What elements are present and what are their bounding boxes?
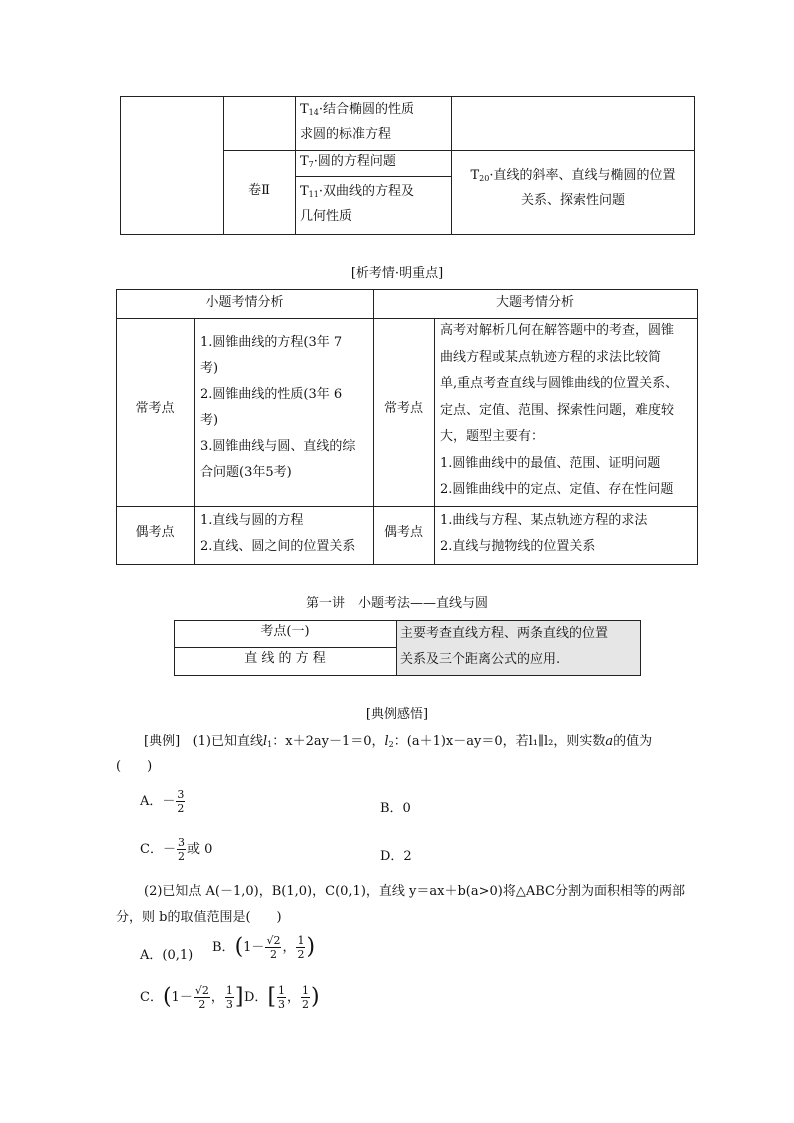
t11-cell: $T_{11}\cdot$双曲线的方程及 几何性质 [300, 184, 414, 224]
q2-option-b: B．(1－ $\frac{√2}{2}$ ， $\frac{1}{2}$ ) [212, 934, 316, 961]
big-question-header: 大题考情分析 [495, 295, 574, 310]
q2-option-d: D．[ $\frac{1}{3}$ ， $\frac{1}{2}$ ) [244, 984, 320, 1011]
question-1-paren: ( ) [116, 759, 153, 774]
occasional-points-right-list: 1.曲线与方程、某点轨迹方程的求法 2.直线与抛物线的位置关系 [440, 513, 648, 554]
q1-option-d: D．2 [380, 849, 412, 864]
small-question-header: 小题考情分析 [205, 295, 284, 310]
q1-option-a: A．－ $\frac{3}{2}$ [140, 788, 185, 815]
topic-number: 考点(一) [260, 624, 310, 639]
t14-cell: $T_{14}\cdot$结合椭圆的性质 求圆的标准方程 [300, 102, 414, 142]
common-points-right-list: 高考对解析几何在解答题中的考查，圆锥 曲线方程或某点轨迹方程的求法比较简 单,重点考查直线与圆锥曲线的位置关系、 定点、定值、范围、探索性问题，难度较 大，题型主要有： 1.圆锥曲线中的最值、范围、证明问题 2.圆锥曲线中的定点、定值、存在性问题 [440, 323, 679, 497]
topic-name: 直 线 的 方 程 [244, 651, 326, 666]
occasional-points-label-right: 偶考点 [383, 525, 423, 540]
common-points-label-left: 常考点 [135, 401, 175, 416]
lecture-title: 第一讲 小题考法——直线与圆 [305, 596, 488, 611]
question-2-line2: 分，则 b的取值范围是( ) [116, 910, 282, 925]
example-title: [典例感悟] [365, 707, 429, 722]
common-points-label-right: 常考点 [383, 401, 423, 416]
occasional-points-label-left: 偶考点 [135, 525, 175, 540]
example-tag: [典例] [144, 734, 181, 749]
question-1: [典例] (1)已知直线$l_1$：x＋2ay－1＝0，$l_2$：(a＋1)x－ay＝0，若l₁∥l₂，则实数a的值为 [144, 734, 653, 749]
section-title: [析考情·明重点] [350, 266, 444, 281]
t20-cell: $T_{20}\cdot$直线的斜率、直线与椭圆的位置 关系、探索性问题 [470, 168, 676, 208]
t7-cell: $T_7\cdot$圆的方程问题 [300, 154, 396, 169]
q2-option-a: A．(0,1) [140, 948, 194, 963]
q1-option-b: B．0 [380, 801, 411, 816]
common-points-left-list: 1.圆锥曲线的方程(3年 7 考) 2.圆锥曲线的性质(3年 6 考) 3.圆锥曲线与圆、直线的综 合问题(3年5考) [200, 335, 356, 480]
occasional-points-left-list: 1.直线与圆的方程 2.直线、圆之间的位置关系 [200, 513, 356, 554]
q1-option-c: C．－ $\frac{3}{2}$ 或 0 [140, 836, 213, 863]
question-2: (2)已知点 A(－1,0)，B(1,0)，C(0,1)，直线 y＝ax＋b(a>0)将△ABC分割为面积相等的两部 [144, 884, 685, 899]
topic-description: 主要考查直线方程、两条直线的位置 关系及三个距离公式的应用. [400, 626, 609, 667]
q2-option-c: C．(1－ $\frac{√2}{2}$ ， $\frac{1}{3}$ ] [140, 984, 244, 1011]
volume-2-label: 卷Ⅱ [248, 183, 270, 198]
